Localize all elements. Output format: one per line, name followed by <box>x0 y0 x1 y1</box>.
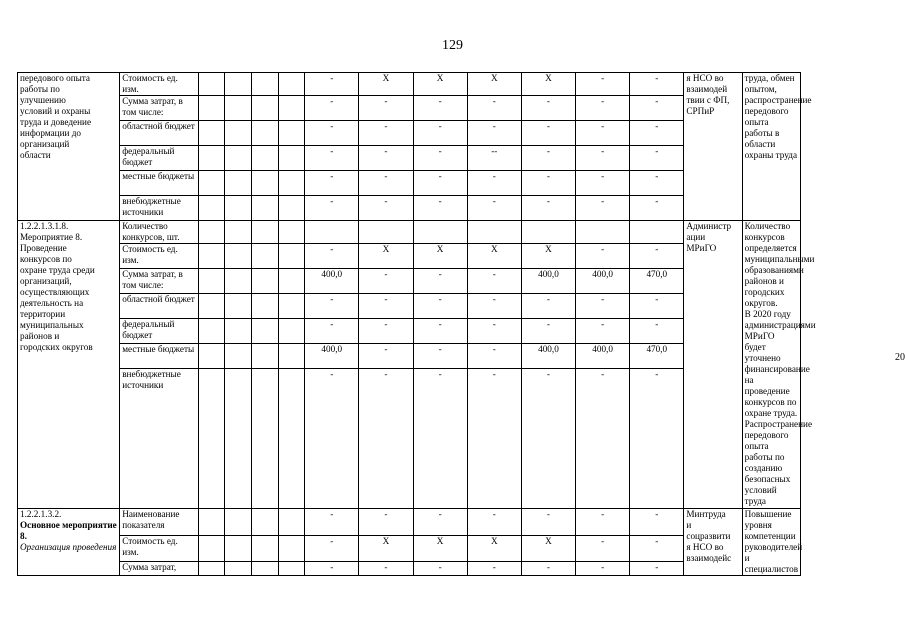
activity-name-line: Проведение <box>20 243 67 253</box>
empty-cell <box>198 146 225 171</box>
activity-name-cell <box>18 73 120 221</box>
value-cell: - <box>413 196 467 221</box>
value-cell: - <box>359 196 413 221</box>
empty-cell <box>278 146 305 171</box>
value-cell: - <box>467 344 521 369</box>
empty-cell <box>278 294 305 319</box>
indicator-label: внебюджетные источники <box>120 196 199 221</box>
value-cell: - <box>630 509 684 536</box>
activity-code: 1.2.2.1.3.2. <box>20 509 62 519</box>
value-cell: X <box>467 244 521 269</box>
executor-line: соцразвити <box>686 531 731 541</box>
empty-cell <box>225 269 252 294</box>
value-cell: - <box>521 146 575 171</box>
empty-cell <box>198 121 225 146</box>
value-cell: - <box>521 562 575 576</box>
table-row <box>18 73 892 96</box>
indicator-label: областной бюджет <box>120 121 199 146</box>
value-cell: - <box>521 196 575 221</box>
indicator-label: Сумма затрат, <box>120 562 199 576</box>
value-cell: - <box>521 509 575 536</box>
value-cell: X <box>521 535 575 562</box>
side-page-number: 20 <box>895 352 905 363</box>
value-cell: - <box>630 294 684 319</box>
expected-result-line: на проведение <box>744 375 790 396</box>
value-cell: 400,0 <box>576 269 630 294</box>
value-cell: - <box>521 171 575 196</box>
empty-cell <box>278 319 305 344</box>
page-number: 129 <box>442 38 463 53</box>
value-cell: - <box>305 294 359 319</box>
executor-line: я НСО во <box>686 73 724 83</box>
value-cell: - <box>305 562 359 576</box>
value-cell: - <box>576 319 630 344</box>
expected-result-line: Количество <box>744 221 791 231</box>
value-cell: - <box>467 269 521 294</box>
empty-cell <box>225 319 252 344</box>
expected-result-line: уровня <box>744 520 772 530</box>
empty-cell <box>225 509 252 536</box>
value-cell: X <box>467 535 521 562</box>
value-cell: - <box>630 121 684 146</box>
expected-result-line: работы в области <box>744 128 780 149</box>
value-cell: - <box>576 294 630 319</box>
executor-line: Минтруда <box>686 509 726 519</box>
value-cell: X <box>521 244 575 269</box>
value-cell: - <box>467 171 521 196</box>
expected-result-line: передового опыта <box>744 430 789 451</box>
value-cell: - <box>521 369 575 509</box>
value-cell: - <box>413 562 467 576</box>
activity-name-line: деятельность на <box>20 298 84 308</box>
executor-line: СРПиР <box>686 106 715 116</box>
empty-cell <box>198 562 225 576</box>
value-cell: - <box>576 96 630 121</box>
value-cell: - <box>305 146 359 171</box>
value-cell: - <box>359 121 413 146</box>
value-cell: - <box>305 244 359 269</box>
expected-result-line: муниципальными <box>744 254 815 264</box>
value-cell: - <box>630 96 684 121</box>
value-cell: - <box>359 146 413 171</box>
expected-result-line: безопасных <box>744 474 791 484</box>
indicator-label: Количество конкурсов, шт. <box>120 221 199 244</box>
activity-name-line: конкурсов по <box>20 254 72 264</box>
value-cell: - <box>359 294 413 319</box>
value-cell: - <box>359 319 413 344</box>
value-cell: - <box>576 196 630 221</box>
value-cell: - <box>630 171 684 196</box>
value-cell <box>630 221 684 244</box>
empty-cell <box>225 221 252 244</box>
indicator-label: Стоимость ед. изм. <box>120 244 199 269</box>
activity-name-line: муниципальных <box>20 320 84 330</box>
executor-line: твии с ФП, <box>686 95 730 105</box>
value-cell: - <box>359 509 413 536</box>
expected-result-line: администрациями <box>744 320 816 330</box>
value-cell: - <box>630 73 684 96</box>
expected-result-line: В 2020 году <box>744 309 791 319</box>
activity-name-cell <box>18 509 120 576</box>
value-cell: 400,0 <box>521 344 575 369</box>
value-cell: - <box>576 146 630 171</box>
activity-name-line: городских округов <box>20 342 93 352</box>
expected-result-line: финансирование <box>744 364 810 374</box>
indicator-label: местные бюджеты <box>120 171 199 196</box>
value-cell: X <box>413 535 467 562</box>
value-cell: - <box>576 73 630 96</box>
value-cell: - <box>305 73 359 96</box>
empty-cell <box>278 344 305 369</box>
value-cell: - <box>630 244 684 269</box>
value-cell: - <box>630 146 684 171</box>
value-cell: - <box>630 319 684 344</box>
activity-name-line: организаций <box>20 139 70 149</box>
value-cell: - <box>521 96 575 121</box>
budget-table <box>17 72 892 576</box>
value-cell <box>467 221 521 244</box>
value-cell: - <box>521 319 575 344</box>
value-cell: 400,0 <box>305 344 359 369</box>
empty-cell <box>225 171 252 196</box>
activity-name-line: передового опыта <box>20 73 91 83</box>
expected-result-line: передового опыта <box>744 106 789 127</box>
value-cell: - <box>413 171 467 196</box>
executor-line: взаимодейс <box>686 553 732 563</box>
activity-name-line: территории <box>20 309 66 319</box>
executor-line: я НСО во <box>686 542 724 552</box>
value-cell: - <box>521 294 575 319</box>
indicator-label: Сумма затрат, в том числе: <box>120 96 199 121</box>
executor-line: ации <box>686 232 706 242</box>
empty-cell <box>198 535 225 562</box>
value-cell: - <box>576 535 630 562</box>
value-cell: - <box>305 171 359 196</box>
indicator-label: местные бюджеты <box>120 344 199 369</box>
value-cell: - <box>576 509 630 536</box>
value-cell: - <box>467 562 521 576</box>
value-cell: X <box>359 244 413 269</box>
activity-name-line: улучшению <box>20 95 66 105</box>
activity-subtitle: Организация проведения <box>20 542 117 552</box>
empty-cell <box>252 73 279 96</box>
value-cell: - <box>467 319 521 344</box>
value-cell: - <box>413 344 467 369</box>
empty-cell <box>252 344 279 369</box>
empty-cell <box>252 509 279 536</box>
empty-cell <box>225 121 252 146</box>
empty-cell <box>252 244 279 269</box>
empty-cell <box>225 96 252 121</box>
value-cell: - <box>305 509 359 536</box>
empty-cell <box>278 221 305 244</box>
empty-cell <box>198 319 225 344</box>
empty-cell <box>252 146 279 171</box>
value-cell: - <box>413 369 467 509</box>
activity-title: Основное мероприятие 8. <box>20 520 117 541</box>
value-cell: - <box>630 535 684 562</box>
empty-cell <box>198 294 225 319</box>
value-cell: X <box>521 73 575 96</box>
empty-cell <box>278 121 305 146</box>
value-cell: - <box>630 196 684 221</box>
empty-cell <box>198 369 225 509</box>
value-cell: - <box>467 369 521 509</box>
value-cell: - <box>413 294 467 319</box>
empty-cell <box>252 171 279 196</box>
empty-cell <box>252 221 279 244</box>
empty-cell <box>225 369 252 509</box>
empty-cell <box>278 96 305 121</box>
empty-cell <box>278 244 305 269</box>
empty-cell <box>252 294 279 319</box>
activity-name-line: труда и доведение <box>20 117 92 127</box>
value-cell: 400,0 <box>305 269 359 294</box>
expected-result-line: городских <box>744 287 785 297</box>
value-cell: X <box>413 244 467 269</box>
value-cell: - <box>413 319 467 344</box>
value-cell: - <box>630 562 684 576</box>
indicator-label: Наименование показателя <box>120 509 199 536</box>
value-cell: -- <box>467 146 521 171</box>
value-cell: - <box>576 562 630 576</box>
activity-name-line: информации до <box>20 128 81 138</box>
indicator-label: Стоимость ед. изм. <box>120 73 199 96</box>
value-cell: - <box>359 562 413 576</box>
value-cell: X <box>467 73 521 96</box>
empty-cell <box>252 535 279 562</box>
indicator-label: федеральный бюджет <box>120 146 199 171</box>
value-cell: - <box>359 96 413 121</box>
value-cell: 470,0 <box>630 269 684 294</box>
empty-cell <box>198 344 225 369</box>
expected-result-line: определяется <box>744 243 797 253</box>
empty-cell <box>278 562 305 576</box>
indicator-label: федеральный бюджет <box>120 319 199 344</box>
activity-name-cell <box>18 221 120 509</box>
activity-name-line: работы по <box>20 84 60 94</box>
expected-result-cell <box>742 73 812 221</box>
value-cell: - <box>521 121 575 146</box>
value-cell: - <box>305 121 359 146</box>
empty-cell <box>252 369 279 509</box>
value-cell: - <box>359 344 413 369</box>
empty-cell <box>225 562 252 576</box>
value-cell: - <box>305 319 359 344</box>
empty-cell <box>278 73 305 96</box>
executor-cell <box>684 509 742 576</box>
value-cell: X <box>359 73 413 96</box>
expected-result-cell <box>742 221 816 509</box>
value-cell <box>359 221 413 244</box>
value-cell: - <box>305 96 359 121</box>
value-cell: - <box>305 196 359 221</box>
empty-cell <box>225 344 252 369</box>
executor-cell <box>684 73 742 221</box>
activity-name-line: Мероприятие 8. <box>20 232 83 242</box>
indicator-label: Стоимость ед. изм. <box>120 535 199 562</box>
expected-result-line: условий труда <box>744 485 777 506</box>
expected-result-line: округов. <box>744 298 778 308</box>
value-cell <box>305 221 359 244</box>
value-cell: - <box>576 244 630 269</box>
value-cell <box>576 221 630 244</box>
empty-cell <box>252 269 279 294</box>
empty-cell <box>198 96 225 121</box>
table-row <box>18 509 892 536</box>
value-cell: - <box>467 96 521 121</box>
expected-result-line: труда, обмен <box>744 73 795 83</box>
empty-cell <box>198 73 225 96</box>
empty-cell <box>252 319 279 344</box>
value-cell: 470,0 <box>630 344 684 369</box>
empty-cell <box>278 171 305 196</box>
expected-result-line: конкурсов <box>744 232 785 242</box>
empty-cell <box>278 269 305 294</box>
value-cell: - <box>305 369 359 509</box>
activity-name-line: условий и охраны <box>20 106 91 116</box>
value-cell: - <box>359 171 413 196</box>
value-cell: - <box>630 369 684 509</box>
empty-cell <box>198 509 225 536</box>
expected-result-line: опытом, <box>744 84 777 94</box>
empty-cell <box>198 171 225 196</box>
empty-cell <box>225 146 252 171</box>
empty-cell <box>252 96 279 121</box>
value-cell: - <box>467 196 521 221</box>
value-cell: 400,0 <box>521 269 575 294</box>
expected-result-line: районов и <box>744 276 784 286</box>
expected-result-line: созданию <box>744 463 783 473</box>
activity-name-line: осуществляющих <box>20 287 90 297</box>
value-cell <box>521 221 575 244</box>
empty-cell <box>225 535 252 562</box>
empty-cell <box>278 196 305 221</box>
expected-result-line: руководителей и <box>744 542 803 563</box>
value-cell: - <box>359 369 413 509</box>
value-cell: - <box>413 269 467 294</box>
value-cell: - <box>467 294 521 319</box>
expected-result-line: компетенции <box>744 531 796 541</box>
value-cell: - <box>359 269 413 294</box>
value-cell <box>413 221 467 244</box>
value-cell: - <box>576 121 630 146</box>
empty-cell <box>198 221 225 244</box>
table-row <box>18 221 892 244</box>
value-cell: X <box>359 535 413 562</box>
expected-result-line: работы по <box>744 452 785 462</box>
empty-cell <box>198 269 225 294</box>
activity-name-line: охране труда среди <box>20 265 95 275</box>
activity-name-line: 1.2.2.1.3.1.8. <box>20 221 69 231</box>
expected-result-line: конкурсов по <box>744 397 797 407</box>
empty-cell <box>225 294 252 319</box>
executor-line: МРиГО <box>686 243 717 253</box>
value-cell: - <box>413 146 467 171</box>
value-cell: - <box>467 121 521 146</box>
empty-cell <box>198 244 225 269</box>
expected-result-line: уточнено <box>744 353 781 363</box>
empty-cell <box>252 562 279 576</box>
empty-cell <box>278 369 305 509</box>
expected-result-line: распространение <box>744 95 812 105</box>
expected-result-line: охраны труда <box>744 150 798 160</box>
activity-name-line: организаций, <box>20 276 72 286</box>
empty-cell <box>225 196 252 221</box>
value-cell: - <box>305 535 359 562</box>
indicator-label: Сумма затрат, в том числе: <box>120 269 199 294</box>
expected-result-line: Распространение <box>744 419 813 429</box>
activity-name-line: районов и <box>20 331 60 341</box>
value-cell: - <box>467 509 521 536</box>
expected-result-line: охране труда. <box>744 408 798 418</box>
empty-cell <box>252 196 279 221</box>
value-cell: - <box>413 121 467 146</box>
expected-result-cell <box>742 509 803 576</box>
expected-result-line: образованиями <box>744 265 804 275</box>
empty-cell <box>225 244 252 269</box>
executor-line: взаимодей <box>686 84 728 94</box>
empty-cell <box>278 509 305 536</box>
expected-result-line: специалистов <box>744 564 799 574</box>
value-cell: - <box>576 171 630 196</box>
value-cell: 400,0 <box>576 344 630 369</box>
indicator-label: внебюджетные источники <box>120 369 199 509</box>
value-cell: - <box>413 96 467 121</box>
executor-line: и <box>686 520 692 530</box>
empty-cell <box>278 535 305 562</box>
indicator-label: областной бюджет <box>120 294 199 319</box>
empty-cell <box>252 121 279 146</box>
executor-line: Администр <box>686 221 732 231</box>
value-cell: - <box>576 369 630 509</box>
empty-cell <box>225 73 252 96</box>
expected-result-line: МРиГО будет <box>744 331 775 352</box>
value-cell: - <box>413 509 467 536</box>
empty-cell <box>198 196 225 221</box>
value-cell: X <box>413 73 467 96</box>
executor-cell <box>684 221 742 509</box>
activity-name-line: области <box>20 150 51 160</box>
expected-result-line: Повышение <box>744 509 792 519</box>
